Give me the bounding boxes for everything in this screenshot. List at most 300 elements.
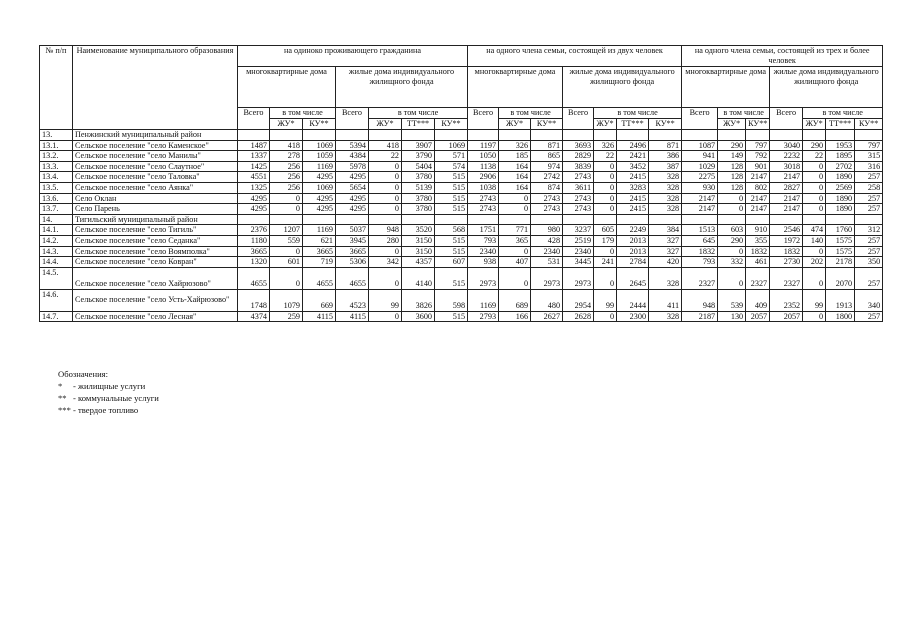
value-cell: 0 — [718, 204, 746, 215]
table-row — [40, 257, 883, 268]
row-number: 14.5. — [40, 267, 73, 289]
value-cell: 290 — [718, 140, 746, 151]
value-cell: 3780 — [402, 193, 435, 204]
header-private: жилые дома индивидуального жилищного фонда — [563, 67, 682, 108]
empty-cell — [238, 130, 270, 141]
value-cell: 2232 — [770, 151, 803, 162]
value-cell: 328 — [649, 204, 682, 215]
table-row — [40, 267, 883, 289]
value-cell: 384 — [649, 225, 682, 236]
value-cell: 259 — [270, 311, 303, 322]
value-cell: 0 — [270, 246, 303, 257]
row-number: 13.2. — [40, 151, 73, 162]
empty-cell — [270, 214, 303, 225]
value-cell: 316 — [855, 161, 883, 172]
empty-cell — [435, 214, 468, 225]
value-cell: 515 — [435, 246, 468, 257]
value-cell: 5139 — [402, 182, 435, 193]
value-cell: 256 — [270, 172, 303, 183]
empty-cell — [238, 214, 270, 225]
district-name: Пенжинский муниципальный район — [73, 130, 238, 141]
value-cell: 0 — [499, 246, 531, 257]
empty-cell — [826, 130, 855, 141]
value-cell: 185 — [499, 151, 531, 162]
empty-cell — [649, 130, 682, 141]
value-cell: 99 — [369, 289, 402, 311]
header-multi: многоквартирные дома — [682, 67, 770, 108]
value-cell: 797 — [855, 140, 883, 151]
value-cell: 4115 — [303, 311, 336, 322]
header-group-single: на одиноко проживающего гражданина — [238, 46, 468, 67]
value-cell: 2070 — [826, 267, 855, 289]
value-cell: 1575 — [826, 235, 855, 246]
value-cell: 607 — [435, 257, 468, 268]
row-number: 14.2. — [40, 235, 73, 246]
settlement-name: Сельское поселение "село Ковран" — [73, 257, 238, 268]
document-page — [39, 45, 881, 322]
value-cell: 871 — [649, 140, 682, 151]
header-zhu: ЖУ* — [369, 119, 402, 130]
value-cell: 2702 — [826, 161, 855, 172]
empty-cell — [718, 214, 746, 225]
settlement-name: Сельское поселение "село Лесная" — [73, 311, 238, 322]
value-cell: 645 — [682, 235, 718, 246]
value-cell: 2743 — [468, 204, 499, 215]
legend — [58, 368, 159, 416]
value-cell: 601 — [270, 257, 303, 268]
value-cell: 571 — [435, 151, 468, 162]
value-cell: 387 — [649, 161, 682, 172]
header-ku: КУ** — [746, 119, 770, 130]
empty-cell — [531, 130, 563, 141]
value-cell: 1320 — [238, 257, 270, 268]
header-multi: многоквартирные дома — [468, 67, 563, 108]
value-cell: 1513 — [682, 225, 718, 236]
value-cell: 938 — [468, 257, 499, 268]
value-cell: 0 — [718, 246, 746, 257]
value-cell: 1325 — [238, 182, 270, 193]
value-cell: 328 — [649, 182, 682, 193]
value-cell: 910 — [746, 225, 770, 236]
value-cell: 865 — [531, 151, 563, 162]
header-tt: ТТ*** — [617, 119, 649, 130]
settlement-name: Село Парень — [73, 204, 238, 215]
table-row — [40, 151, 883, 162]
value-cell: 3600 — [402, 311, 435, 322]
value-cell: 428 — [531, 235, 563, 246]
value-cell: 2973 — [468, 267, 499, 289]
value-cell: 1069 — [435, 140, 468, 151]
value-cell: 871 — [531, 140, 563, 151]
value-cell: 2300 — [617, 311, 649, 322]
empty-cell — [770, 130, 803, 141]
value-cell: 4384 — [336, 151, 369, 162]
value-cell: 5394 — [336, 140, 369, 151]
value-cell: 3665 — [238, 246, 270, 257]
value-cell: 3665 — [303, 246, 336, 257]
value-cell: 290 — [718, 235, 746, 246]
value-cell: 930 — [682, 182, 718, 193]
value-cell: 2057 — [746, 311, 770, 322]
value-cell: 332 — [718, 257, 746, 268]
header-private: жилые дома индивидуального жилищного фонда — [336, 67, 468, 108]
value-cell: 1890 — [826, 204, 855, 215]
table-row — [40, 235, 883, 246]
settlement-name: Село Оклан — [73, 193, 238, 204]
value-cell: 1800 — [826, 311, 855, 322]
settlement-name: Сельское поселение "село Манилы" — [73, 151, 238, 162]
table-row — [40, 172, 883, 183]
value-cell: 2147 — [770, 172, 803, 183]
value-cell: 0 — [594, 182, 617, 193]
table-row — [40, 193, 883, 204]
value-cell: 974 — [531, 161, 563, 172]
value-cell: 3665 — [336, 246, 369, 257]
value-cell: 1087 — [682, 140, 718, 151]
value-cell: 2421 — [617, 151, 649, 162]
value-cell: 474 — [803, 225, 826, 236]
value-cell: 22 — [369, 151, 402, 162]
value-cell: 874 — [531, 182, 563, 193]
row-number: 14.3. — [40, 246, 73, 257]
value-cell: 258 — [855, 182, 883, 193]
value-cell: 1169 — [468, 289, 499, 311]
empty-cell — [336, 214, 369, 225]
value-cell: 257 — [855, 193, 883, 204]
value-cell: 4295 — [336, 172, 369, 183]
value-cell: 901 — [746, 161, 770, 172]
header-name: Наименование муниципального образования — [73, 46, 238, 130]
empty-cell — [594, 214, 617, 225]
value-cell: 948 — [369, 225, 402, 236]
legend-item: *** - твердое топливо — [58, 405, 139, 415]
empty-cell — [649, 214, 682, 225]
empty-cell — [746, 214, 770, 225]
district-name: Тигильский муниципальный район — [73, 214, 238, 225]
value-cell: 0 — [594, 161, 617, 172]
value-cell: 3780 — [402, 172, 435, 183]
value-cell: 574 — [435, 161, 468, 172]
value-cell: 3839 — [563, 161, 594, 172]
value-cell: 1138 — [468, 161, 499, 172]
row-number: 13.4. — [40, 172, 73, 183]
table-row — [40, 140, 883, 151]
value-cell: 3790 — [402, 151, 435, 162]
header-incl: в том числе — [369, 108, 468, 119]
value-cell: 2973 — [531, 267, 563, 289]
table-row — [40, 182, 883, 193]
header-total: Всего — [336, 108, 369, 130]
value-cell: 2187 — [682, 311, 718, 322]
value-cell: 328 — [649, 267, 682, 289]
value-cell: 365 — [499, 235, 531, 246]
table-row — [40, 289, 883, 311]
table-row — [40, 246, 883, 257]
value-cell: 1575 — [826, 246, 855, 257]
value-cell: 2340 — [563, 246, 594, 257]
value-cell: 1059 — [303, 151, 336, 162]
value-cell: 3040 — [770, 140, 803, 151]
value-cell: 0 — [594, 311, 617, 322]
value-cell: 1169 — [303, 161, 336, 172]
value-cell: 4295 — [303, 193, 336, 204]
value-cell: 257 — [855, 235, 883, 246]
empty-cell — [746, 130, 770, 141]
value-cell: 312 — [855, 225, 883, 236]
value-cell: 4374 — [238, 311, 270, 322]
empty-cell — [682, 214, 718, 225]
value-cell: 605 — [594, 225, 617, 236]
legend-title: Обозначения: — [58, 369, 109, 379]
value-cell: 4115 — [336, 311, 369, 322]
value-cell: 1832 — [682, 246, 718, 257]
value-cell: 2784 — [617, 257, 649, 268]
row-number: 13.1. — [40, 140, 73, 151]
header-ku: КУ** — [855, 119, 883, 130]
value-cell: 2057 — [770, 311, 803, 322]
value-cell: 128 — [718, 172, 746, 183]
value-cell: 2827 — [770, 182, 803, 193]
value-cell: 0 — [803, 182, 826, 193]
empty-cell — [594, 130, 617, 141]
value-cell: 328 — [649, 193, 682, 204]
value-cell: 0 — [369, 193, 402, 204]
value-cell: 149 — [718, 151, 746, 162]
value-cell: 2628 — [563, 311, 594, 322]
value-cell: 0 — [270, 193, 303, 204]
header-ku: КУ** — [303, 119, 336, 130]
row-number: 13.7. — [40, 204, 73, 215]
value-cell: 257 — [855, 246, 883, 257]
value-cell: 1050 — [468, 151, 499, 162]
value-cell: 1069 — [303, 140, 336, 151]
value-cell: 2013 — [617, 246, 649, 257]
value-cell: 3283 — [617, 182, 649, 193]
value-cell: 315 — [855, 151, 883, 162]
value-cell: 2147 — [746, 193, 770, 204]
value-cell: 99 — [594, 289, 617, 311]
header-incl: в том числе — [718, 108, 770, 119]
value-cell: 327 — [649, 235, 682, 246]
value-cell: 4523 — [336, 289, 369, 311]
value-cell: 1972 — [770, 235, 803, 246]
value-cell: 2327 — [770, 267, 803, 289]
value-cell: 409 — [746, 289, 770, 311]
row-number: 14.6. — [40, 289, 73, 311]
empty-cell — [369, 214, 402, 225]
value-cell: 515 — [435, 172, 468, 183]
value-cell: 980 — [531, 225, 563, 236]
value-cell: 0 — [803, 204, 826, 215]
value-cell: 1029 — [682, 161, 718, 172]
value-cell: 0 — [369, 246, 402, 257]
value-cell: 1487 — [238, 140, 270, 151]
value-cell: 771 — [499, 225, 531, 236]
header-group-two: на одного члена семьи, состоящей из двух человек — [468, 46, 682, 67]
value-cell: 2327 — [682, 267, 718, 289]
value-cell: 480 — [531, 289, 563, 311]
value-cell: 559 — [270, 235, 303, 246]
value-cell: 2275 — [682, 172, 718, 183]
value-cell: 689 — [499, 289, 531, 311]
value-cell: 0 — [594, 267, 617, 289]
value-cell: 0 — [369, 161, 402, 172]
value-cell: 164 — [499, 161, 531, 172]
table-section-row — [40, 214, 883, 225]
value-cell: 531 — [531, 257, 563, 268]
empty-cell — [855, 214, 883, 225]
value-cell: 290 — [803, 140, 826, 151]
value-cell: 2178 — [826, 257, 855, 268]
value-cell: 2627 — [531, 311, 563, 322]
value-cell: 0 — [803, 193, 826, 204]
value-cell: 257 — [855, 204, 883, 215]
value-cell: 0 — [718, 193, 746, 204]
value-cell: 4140 — [402, 267, 435, 289]
value-cell: 2415 — [617, 172, 649, 183]
value-cell: 2743 — [563, 204, 594, 215]
row-number: 13.6. — [40, 193, 73, 204]
empty-cell — [617, 214, 649, 225]
row-number: 14.1. — [40, 225, 73, 236]
value-cell: 3907 — [402, 140, 435, 151]
value-cell: 2743 — [563, 193, 594, 204]
value-cell: 280 — [369, 235, 402, 246]
value-cell: 1180 — [238, 235, 270, 246]
value-cell: 5654 — [336, 182, 369, 193]
value-cell: 1197 — [468, 140, 499, 151]
empty-cell — [682, 130, 718, 141]
value-cell: 948 — [682, 289, 718, 311]
settlement-name: Сельское поселение "село Каменское" — [73, 140, 238, 151]
value-cell: 1748 — [238, 289, 270, 311]
value-cell: 2546 — [770, 225, 803, 236]
legend-item: * - жилищные услуги — [58, 381, 146, 391]
value-cell: 22 — [803, 151, 826, 162]
value-cell: 2147 — [682, 193, 718, 204]
value-cell: 411 — [649, 289, 682, 311]
value-cell: 3826 — [402, 289, 435, 311]
value-cell: 792 — [746, 151, 770, 162]
value-cell: 0 — [499, 204, 531, 215]
row-number: 13.3. — [40, 161, 73, 172]
value-cell: 1890 — [826, 172, 855, 183]
settlement-name: Сельское поселение "село Усть-Хайрюзово" — [73, 289, 238, 311]
header-total: Всего — [682, 108, 718, 130]
value-cell: 0 — [499, 193, 531, 204]
value-cell: 0 — [369, 311, 402, 322]
settlement-name: Сельское поселение "село Воямполка" — [73, 246, 238, 257]
legend-item: ** - коммунальные услуги — [58, 393, 159, 403]
value-cell: 350 — [855, 257, 883, 268]
value-cell: 241 — [594, 257, 617, 268]
empty-cell — [303, 214, 336, 225]
value-cell: 5306 — [336, 257, 369, 268]
value-cell: 1832 — [770, 246, 803, 257]
header-total: Всего — [563, 108, 594, 130]
value-cell: 3150 — [402, 246, 435, 257]
header-group-three: на одного члена семьи, состоящей из трех и более человек — [682, 46, 883, 67]
value-cell: 2147 — [746, 204, 770, 215]
empty-cell — [402, 130, 435, 141]
value-cell: 802 — [746, 182, 770, 193]
value-cell: 3945 — [336, 235, 369, 246]
empty-cell — [617, 130, 649, 141]
value-cell: 3237 — [563, 225, 594, 236]
value-cell: 0 — [803, 172, 826, 183]
value-cell: 0 — [594, 193, 617, 204]
value-cell: 1079 — [270, 289, 303, 311]
value-cell: 3780 — [402, 204, 435, 215]
value-cell: 128 — [718, 161, 746, 172]
value-cell: 4295 — [238, 204, 270, 215]
header-zhu: ЖУ* — [803, 119, 826, 130]
empty-cell — [770, 214, 803, 225]
value-cell: 2743 — [563, 172, 594, 183]
value-cell: 179 — [594, 235, 617, 246]
header-incl: в том числе — [499, 108, 563, 119]
value-cell: 1890 — [826, 193, 855, 204]
header-incl: в том числе — [803, 108, 883, 119]
value-cell: 461 — [746, 257, 770, 268]
empty-cell — [803, 130, 826, 141]
header-ku: КУ** — [531, 119, 563, 130]
value-cell: 2743 — [468, 193, 499, 204]
value-cell: 2376 — [238, 225, 270, 236]
value-cell: 2340 — [468, 246, 499, 257]
header-incl: в том числе — [270, 108, 336, 119]
value-cell: 0 — [369, 172, 402, 183]
value-cell: 3445 — [563, 257, 594, 268]
value-cell: 326 — [499, 140, 531, 151]
value-cell: 0 — [499, 267, 531, 289]
value-cell: 0 — [718, 267, 746, 289]
value-cell: 515 — [435, 182, 468, 193]
row-number: 14. — [40, 214, 73, 225]
header-total: Всего — [468, 108, 499, 130]
value-cell: 420 — [649, 257, 682, 268]
value-cell: 515 — [435, 204, 468, 215]
row-number: 13.5. — [40, 182, 73, 193]
value-cell: 0 — [594, 172, 617, 183]
value-cell: 621 — [303, 235, 336, 246]
value-cell: 4357 — [402, 257, 435, 268]
value-cell: 140 — [803, 235, 826, 246]
value-cell: 2340 — [531, 246, 563, 257]
header-incl: в том числе — [594, 108, 682, 119]
settlement-name: Сельское поселение "село Хайрюзово" — [73, 267, 238, 289]
value-cell: 0 — [369, 182, 402, 193]
value-cell: 1069 — [303, 182, 336, 193]
value-cell: 1953 — [826, 140, 855, 151]
settlement-name: Сельское поселение "село Таловка" — [73, 172, 238, 183]
value-cell: 539 — [718, 289, 746, 311]
value-cell: 2147 — [770, 193, 803, 204]
value-cell: 0 — [369, 267, 402, 289]
header-ku: КУ** — [435, 119, 468, 130]
table-body — [40, 130, 883, 322]
value-cell: 4655 — [238, 267, 270, 289]
table-section-row — [40, 130, 883, 141]
value-cell: 164 — [499, 182, 531, 193]
settlement-name: Сельское поселение "село Аянка" — [73, 182, 238, 193]
value-cell: 793 — [682, 257, 718, 268]
row-number: 14.4. — [40, 257, 73, 268]
value-cell: 130 — [718, 311, 746, 322]
value-cell: 342 — [369, 257, 402, 268]
value-cell: 22 — [594, 151, 617, 162]
value-cell: 797 — [746, 140, 770, 151]
